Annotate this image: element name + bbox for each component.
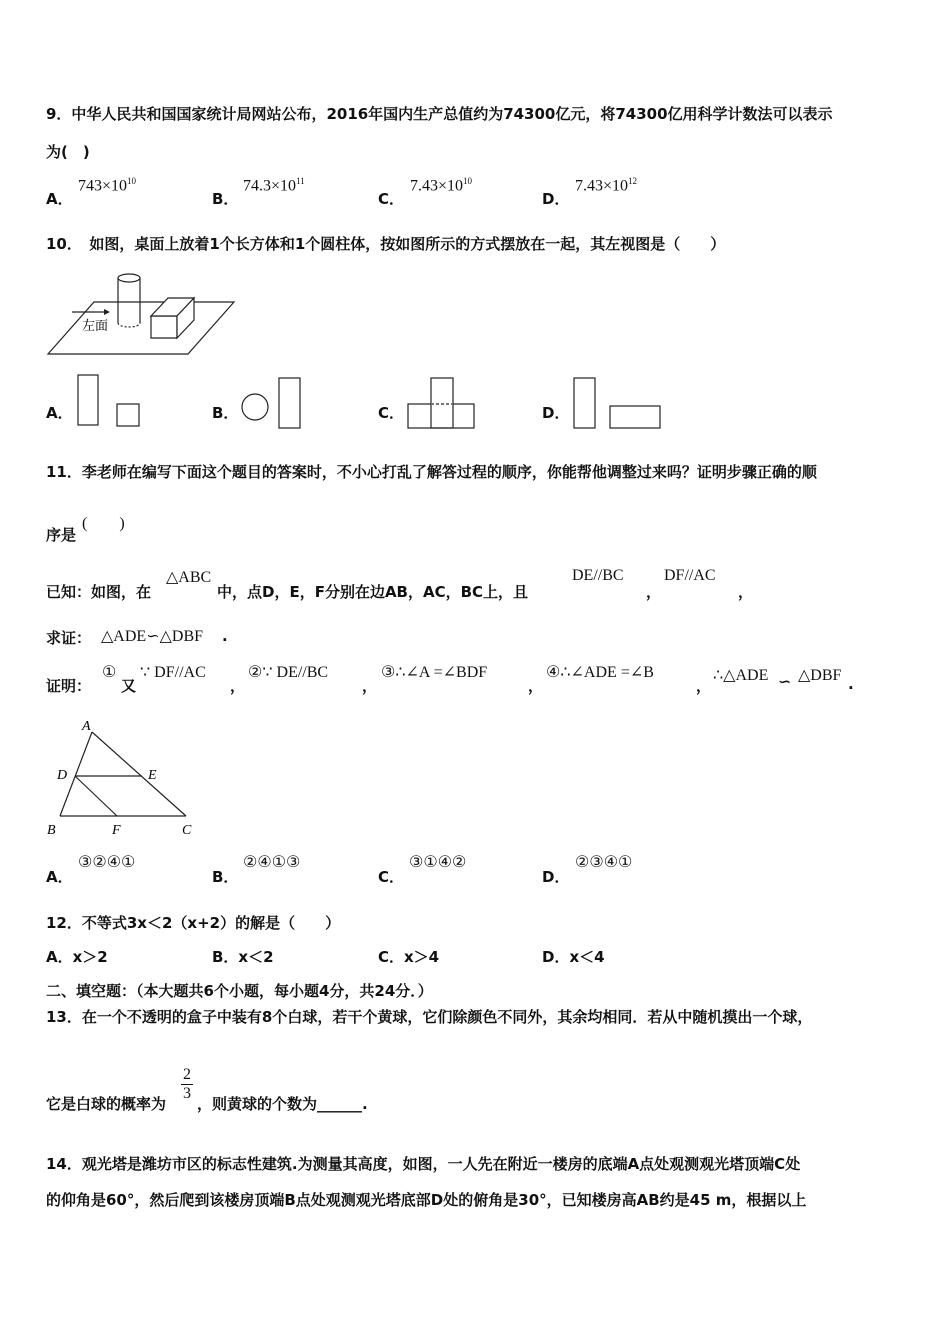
fraction-numerator: 2: [183, 1066, 191, 1083]
q12-option-b: B．x＜2: [212, 948, 274, 966]
q10-option-c-figure: [406, 375, 486, 431]
q13-line2-pre: 它是白球的概率为: [46, 1095, 167, 1113]
q13-stem: 13．在一个不透明的盒子中装有8个白球，若干个黄球，它们除颜色不同外，其余均相同．若从中随机摸出一个球，: [46, 1008, 813, 1026]
left-view-label: 左面: [82, 319, 109, 334]
q11-comma-2: ，: [738, 583, 754, 601]
q11-option-c-value: ③①④②: [409, 854, 467, 871]
q11-conclusion-pre: ∴△ADE: [713, 667, 769, 684]
q10-option-d-label: D．: [542, 404, 570, 422]
q11-stem: 11．李老师在编写下面这个题目的答案时，不小心打乱了解答过程的顺序，你能帮他调整过来吗？证明步骤正确的顺: [46, 463, 817, 481]
q11-comma-6: ，: [696, 677, 712, 695]
q9-option-a-value: $743\times 10^{10}$: [78, 176, 137, 195]
segment-df: [75, 776, 117, 816]
q12-option-a: A．x＞2: [46, 948, 108, 966]
tall-rectangle: [574, 378, 595, 428]
q12-stem: 12．不等式3x＜2（x+2）的解是（ ）: [46, 914, 341, 932]
q9-option-c-value: $7.43\times 10^{10}$: [410, 176, 473, 195]
q11-given-prefix: 已知：如图，在: [46, 583, 152, 601]
q11-option-b-label: B．: [212, 868, 239, 886]
q13-probability-fraction: [181, 1066, 193, 1103]
q14-line1: 14．观光塔是潍坊市区的标志性建筑.为测量其高度，如图，一人先在附近一楼房的底端A点处观测观光塔顶端C处: [46, 1155, 801, 1173]
q9-option-b-label: B．: [212, 190, 239, 208]
q10-option-b-label: B．: [212, 404, 239, 422]
q12-option-d: D．x＜4: [542, 948, 605, 966]
view-arrowhead: [104, 309, 110, 315]
vertex-a-label: A: [82, 719, 91, 734]
q11-prove-expr: △ADE∽△DBF: [101, 628, 204, 645]
side-ac: [92, 732, 186, 816]
q11-comma-5: ，: [528, 677, 544, 695]
q11-prove-label: 求证：: [46, 629, 92, 647]
cylinder-bottom: [118, 323, 140, 327]
tall-rectangle: [78, 375, 98, 425]
q11-prove-period: .: [222, 627, 228, 645]
q11-given-mid: 中，点D，E，F分别在边AB，AC，BC上，且: [217, 583, 529, 601]
q11-comma-3: ，: [230, 677, 246, 695]
q10-option-b-figure: [240, 375, 310, 431]
q11-option-d-value: ②③④①: [575, 854, 633, 871]
point-e-label: E: [148, 768, 157, 783]
q11-proof-label: 证明：: [46, 677, 92, 695]
q11-comma-4: ，: [362, 677, 378, 695]
q11-answer-paren: ( ): [82, 515, 125, 532]
q11-step1-expr: ∵ DF//AC: [140, 664, 206, 681]
q10-option-a-label: A．: [46, 404, 73, 422]
q10-option-c-label: C．: [378, 404, 405, 422]
q11-stem-line2: 序是: [46, 526, 77, 544]
q11-triangle-abc: △ABC: [166, 569, 212, 586]
wide-rectangle: [610, 406, 660, 428]
q11-option-b-value: ②④①③: [243, 854, 301, 871]
q11-conclusion-post: △DBF: [798, 667, 842, 684]
point-f-label: F: [112, 823, 121, 838]
vertex-b-label: B: [47, 823, 56, 838]
q9-option-d-label: D．: [542, 190, 570, 208]
bottom-bar: [408, 404, 474, 428]
cylinder-top: [118, 274, 140, 282]
q10-option-d-figure: [572, 375, 672, 431]
q11-triangle-figure: [44, 716, 204, 842]
q9-stem: 9．中华人民共和国国家统计局网站公布，2016年国内生产总值约为74300亿元，将74300亿用科学计数法可以表示: [46, 105, 833, 123]
q10-figure: [44, 268, 244, 358]
q11-similar-symbol: ∽: [778, 674, 792, 691]
section-2-heading: 二、填空题：（本大题共6个小题，每小题4分，共24分．）: [46, 982, 433, 1000]
q11-de-parallel-bc: DE//BC: [572, 567, 624, 584]
small-square: [117, 404, 139, 426]
q11-step2: ②∵ DE//BC: [248, 664, 329, 681]
circle: [242, 394, 268, 420]
q11-step4: ④∴∠ADE =∠B: [546, 664, 654, 681]
q11-comma-1: ，: [646, 583, 662, 601]
q13-line2-post: ，则黄球的个数为______.: [197, 1095, 368, 1113]
q11-option-c-label: C．: [378, 868, 405, 886]
q9-option-c-label: C．: [378, 190, 405, 208]
q11-step1-word: 又: [121, 677, 137, 695]
q11-option-d-label: D．: [542, 868, 570, 886]
q11-option-a-label: A．: [46, 868, 73, 886]
tall-rectangle: [279, 378, 300, 428]
q9-stem-line2: 为( ): [46, 143, 90, 161]
point-d-label: D: [57, 768, 68, 783]
q9-option-b-value: $74.3\times 10^{11}$: [243, 176, 305, 195]
box-front: [151, 316, 177, 338]
q10-option-a-figure: [76, 373, 146, 429]
q12-option-c: C．x＞4: [378, 948, 440, 966]
vertex-c-label: C: [182, 823, 192, 838]
q11-step3: ③∴∠A =∠BDF: [381, 664, 488, 681]
table-top: [48, 302, 234, 354]
q9-option-d-value: $7.43\times 10^{12}$: [575, 176, 638, 195]
q11-conclusion-period: .: [848, 675, 854, 693]
q14-line2: 的仰角是60°，然后爬到该楼房顶端B点处观测观光塔底部D处的俯角是30°，已知楼房高AB约是45 m，根据以上: [46, 1191, 807, 1209]
q10-stem: 10． 如图，桌面上放着1个长方体和1个圆柱体，按如图所示的方式摆放在一起，其左视图是（ ）: [46, 235, 726, 253]
fraction-denominator: 3: [183, 1085, 191, 1102]
q11-step1-num: ①: [102, 664, 117, 681]
q9-option-a-label: A．: [46, 190, 73, 208]
q11-df-parallel-ac: DF//AC: [664, 567, 716, 584]
q11-option-a-value: ③②④①: [78, 854, 136, 871]
